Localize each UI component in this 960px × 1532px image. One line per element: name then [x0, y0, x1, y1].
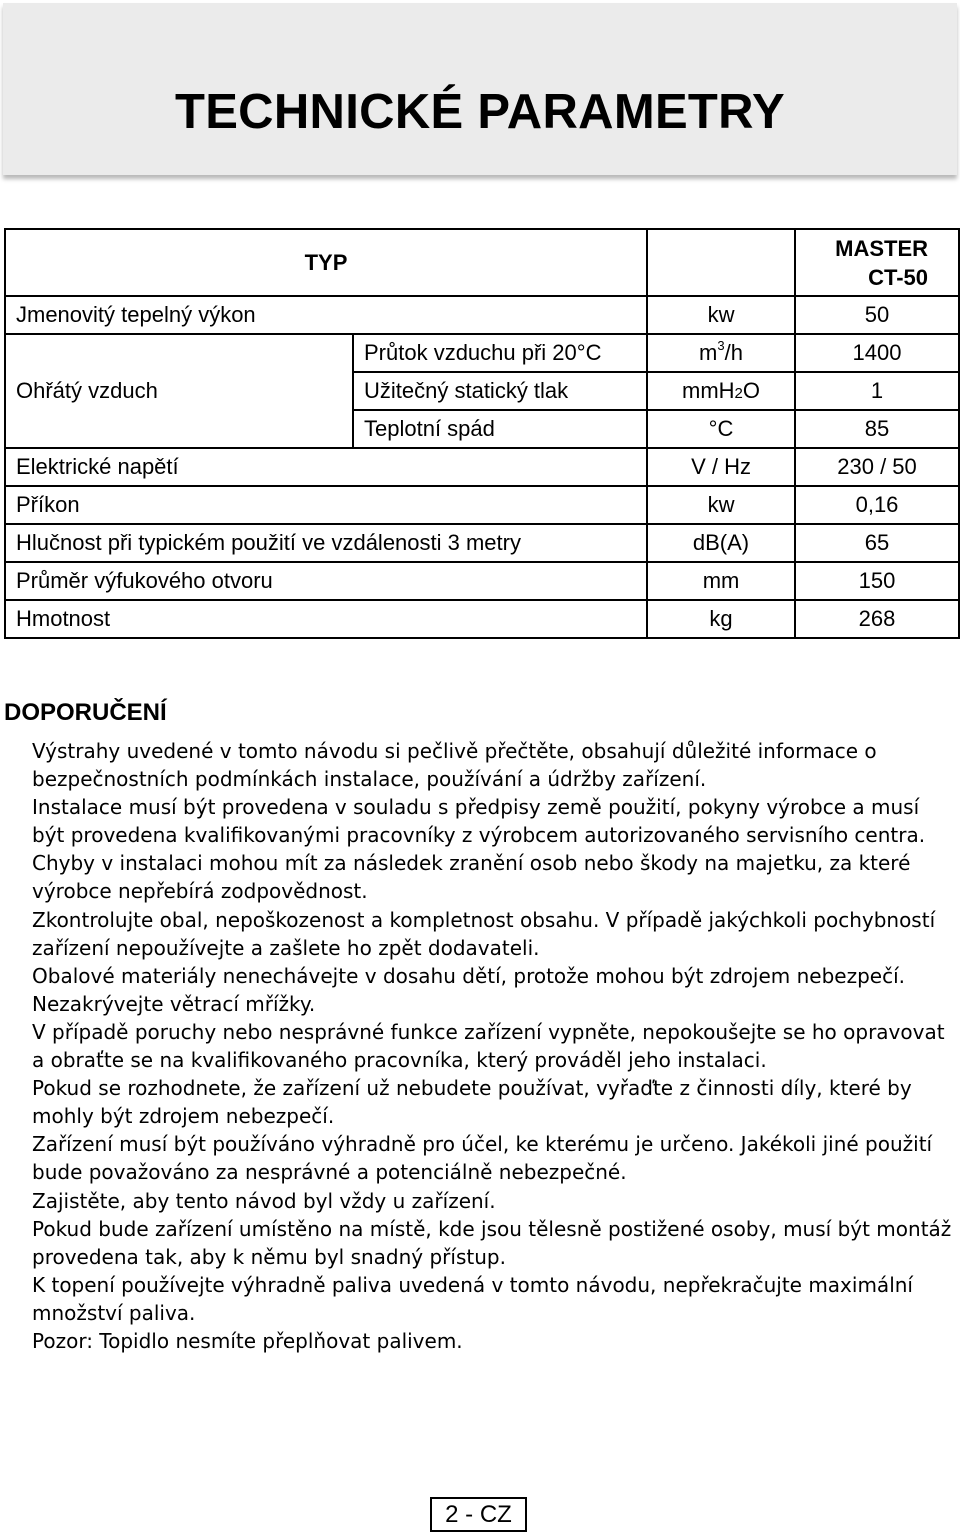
paragraph: K topení používejte výhradně paliva uvedená v tomto návodu, nepřekračujte maximální množství paliva.: [32, 1272, 913, 1325]
title-banner: [3, 3, 957, 175]
model-line-2: CT-50: [868, 264, 929, 290]
row-unit: [647, 372, 795, 410]
spec-table-header: [5, 229, 959, 296]
paragraph: Zajistěte, aby tento návod byl vždy u zařízení.: [32, 1188, 496, 1213]
paragraph: Nezakrývejte větrací mřížky.: [32, 991, 316, 1016]
row-label: Elektrické napětí: [5, 448, 647, 486]
unit-tail: /h: [724, 340, 743, 365]
unit-base: mmH: [682, 378, 735, 403]
type-header: TYP: [5, 229, 647, 296]
page-title: TECHNICKÉ PARAMETRY: [174, 85, 786, 139]
paragraph: Zařízení musí být používáno výhradně pro účel, ke kterému je určeno. Jakékoli jiné použití bude považováno za nesprávné a potenciálně nebezpečné.: [32, 1132, 933, 1185]
paragraph: Pokud se rozhodnete, že zařízení už nebudete používat, vyřaďte z činnosti díly, které by mohly být zdrojem nebezpečí.: [32, 1076, 912, 1129]
unit-superscript: 3: [717, 338, 725, 353]
row-value: 1400: [795, 334, 959, 372]
row-label: Hmotnost: [5, 600, 647, 638]
spec-table: [4, 228, 960, 639]
unit-header-empty: [647, 229, 795, 296]
paragraph: Pokud bude zařízení umístěno na místě, kde jsou tělesně postižené osoby, musí být montáž provedena tak, aby k němu byl snadný přístup.: [32, 1216, 952, 1269]
row-value: 85: [795, 410, 959, 448]
paragraph: V případě poruchy nebo nesprávné funkce zařízení vypněte, nepokoušejte se ho opravovat a obraťte se na kvalifikovaného pracovníka, který prováděl jeho instalaci.: [32, 1019, 945, 1073]
unit-subscript: 2: [734, 385, 743, 402]
page-number: 2 - CZ: [430, 1497, 527, 1532]
row-label: Jmenovitý tepelný výkon: [5, 296, 647, 334]
row-label: Užitečný statický tlak: [353, 372, 647, 410]
row-unit: °C: [647, 410, 795, 448]
paragraph: Pozor: Topidlo nesmíte přeplňovat palivem.: [32, 1328, 463, 1353]
table-row: [5, 600, 959, 638]
table-row: [5, 486, 959, 524]
row-value: 150: [795, 562, 959, 600]
row-unit: V / Hz: [647, 448, 795, 486]
row-value: 0,16: [795, 486, 959, 524]
table-row: [5, 296, 959, 334]
heated-air-label: Ohřátý vzduch: [5, 334, 353, 448]
table-row: [5, 334, 959, 372]
row-label: Průtok vzduchu při 20°C: [353, 334, 647, 372]
model-header: [795, 229, 959, 296]
paragraph: Obalové materiály nenechávejte v dosahu dětí, protože mohou být zdrojem nebezpečí.: [32, 963, 906, 988]
row-value: 50: [795, 296, 959, 334]
table-row: [5, 562, 959, 600]
unit-tail: O: [742, 378, 761, 403]
row-value: 1: [795, 372, 959, 410]
row-value: 230 / 50: [795, 448, 959, 486]
row-value: 65: [795, 524, 959, 562]
row-unit: dB(A): [647, 524, 795, 562]
row-label: Teplotní spád: [353, 410, 647, 448]
paragraph: Zkontrolujte obal, nepoškozenost a kompletnost obsahu. V případě jakýchkoli pochybností zařízení nepoužívejte a zašlete ho zpět dodavateli.: [32, 907, 936, 960]
row-label: Průměr výfukového otvoru: [5, 562, 647, 600]
paragraph: Výstrahy uvedené v tomto návodu si pečlivě přečtěte, obsahují důležité informace o bezpečnostních podmínkách instalace, používání a údržby zařízení.: [32, 739, 877, 792]
recommendations-body: [32, 737, 957, 1355]
row-unit: [647, 334, 795, 372]
row-unit: kw: [647, 486, 795, 524]
row-label: Hlučnost při typickém použití ve vzdálenosti 3 metry: [5, 524, 647, 562]
row-unit: kg: [647, 600, 795, 638]
row-value: 268: [795, 600, 959, 638]
table-row: [5, 524, 959, 562]
model-line-1: MASTER: [835, 235, 929, 261]
row-unit: kw: [647, 296, 795, 334]
row-label: Příkon: [5, 486, 647, 524]
recommendations-heading: DOPORUČENÍ: [4, 699, 167, 726]
unit-base: m: [699, 340, 718, 365]
row-unit: mm: [647, 562, 795, 600]
paragraph: Instalace musí být provedena v souladu s předpisy země použití, pokyny výrobce a musí být provedena kvalifikovanými pracovníky z výrobcem autorizovaného servisního centra. Chyby v instalaci mohou mít za následek zranění osob nebo škody na majetku, za které výrobce nepřebírá zodpovědnost.: [32, 795, 926, 904]
table-row: [5, 448, 959, 486]
